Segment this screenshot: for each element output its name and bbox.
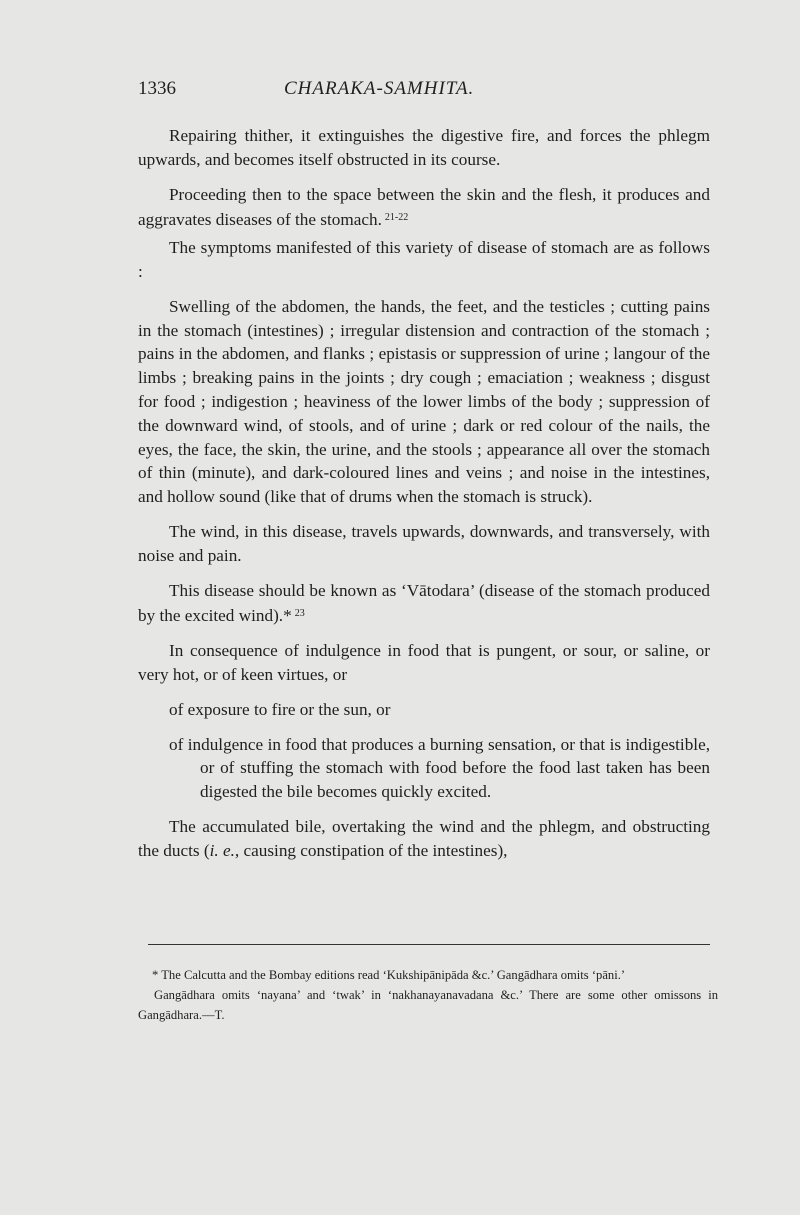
- paragraph: The accumulated bile, overtaking the wind and the phlegm, and obstructing the ducts (i. e., causing constipation of the intestines),: [138, 816, 710, 860]
- body-text: [138, 124, 710, 874]
- paragraph: Swelling of the abdomen, the hands, the feet, and the testicles ; cutting pains in the stomach (intestines) ; irregular distension and contraction of the stomach ; pains in the abdomen, and flanks ; epistasis or suppression of urine ; langour of the limbs ; breaking pains in the joints ; dry cough ; emaciation ; weakness ; disgust for food ; indigestion ; heaviness of the lower limbs of the body ; suppression of the downward wind, of stools, and of urine ; dark or red colour of the nails, the eyes, the face, the skin, the urine, and the stools ; appearance all over the stomach of thin (minute), and dark-coloured lines and veins ; and noise in the intestines, and hollow sound (like that of drums when the stomach is struck).: [138, 296, 710, 507]
- italic-abbreviation: i. e.: [209, 840, 235, 860]
- paragraph: The symptoms manifested of this variety of disease of stomach are as follows :: [138, 238, 710, 281]
- footnote: * The Calcutta and the Bombay editions read ‘Kukshipānipāda &c.’ Gangādhara omits ‘pāni.’: [152, 968, 626, 982]
- paragraph: This disease should be known as ‘Vātodara’ (disease of the stomach produced by the excited wind).* $^{23}$: [138, 580, 710, 626]
- paragraph: Proceeding then to the space between the skin and the flesh, it produces and aggravates diseases of the stomach. $^{21-22}$: [138, 184, 710, 230]
- footnote: Gangādhara omits ‘nayana’ and ‘twak’ in ‘nakhanayanavadana &c.’ There are some other omissons in Gangādhara.—T.: [138, 988, 718, 1022]
- indented-clause: of exposure to fire or the sun, or: [169, 699, 391, 719]
- paragraph: Repairing thither, it extinguishes the digestive fire, and forces the phlegm upwards, and becomes itself obstructed in its course.: [138, 126, 710, 169]
- running-title: CHARAKA-SAMHITA.: [284, 78, 475, 99]
- footnote-rule: [148, 944, 710, 945]
- paragraph: In consequence of indulgence in food that is pungent, or sour, or saline, or very hot, or of keen virtues, or: [138, 641, 710, 684]
- page-number: 1336: [138, 78, 176, 99]
- page-header: [138, 78, 710, 104]
- indented-clause: of indulgence in food that produces a burning sensation, or that is indigestible, or of stuffing the stomach with food before the food last taken has been digested the bile becomes quickly excited.: [169, 734, 710, 802]
- paragraph: The wind, in this disease, travels upwards, downwards, and transversely, with noise and pain.: [138, 521, 710, 565]
- verse-number: 23: [294, 608, 305, 620]
- verse-number: 21-22: [384, 212, 409, 224]
- footnotes: [138, 965, 718, 1025]
